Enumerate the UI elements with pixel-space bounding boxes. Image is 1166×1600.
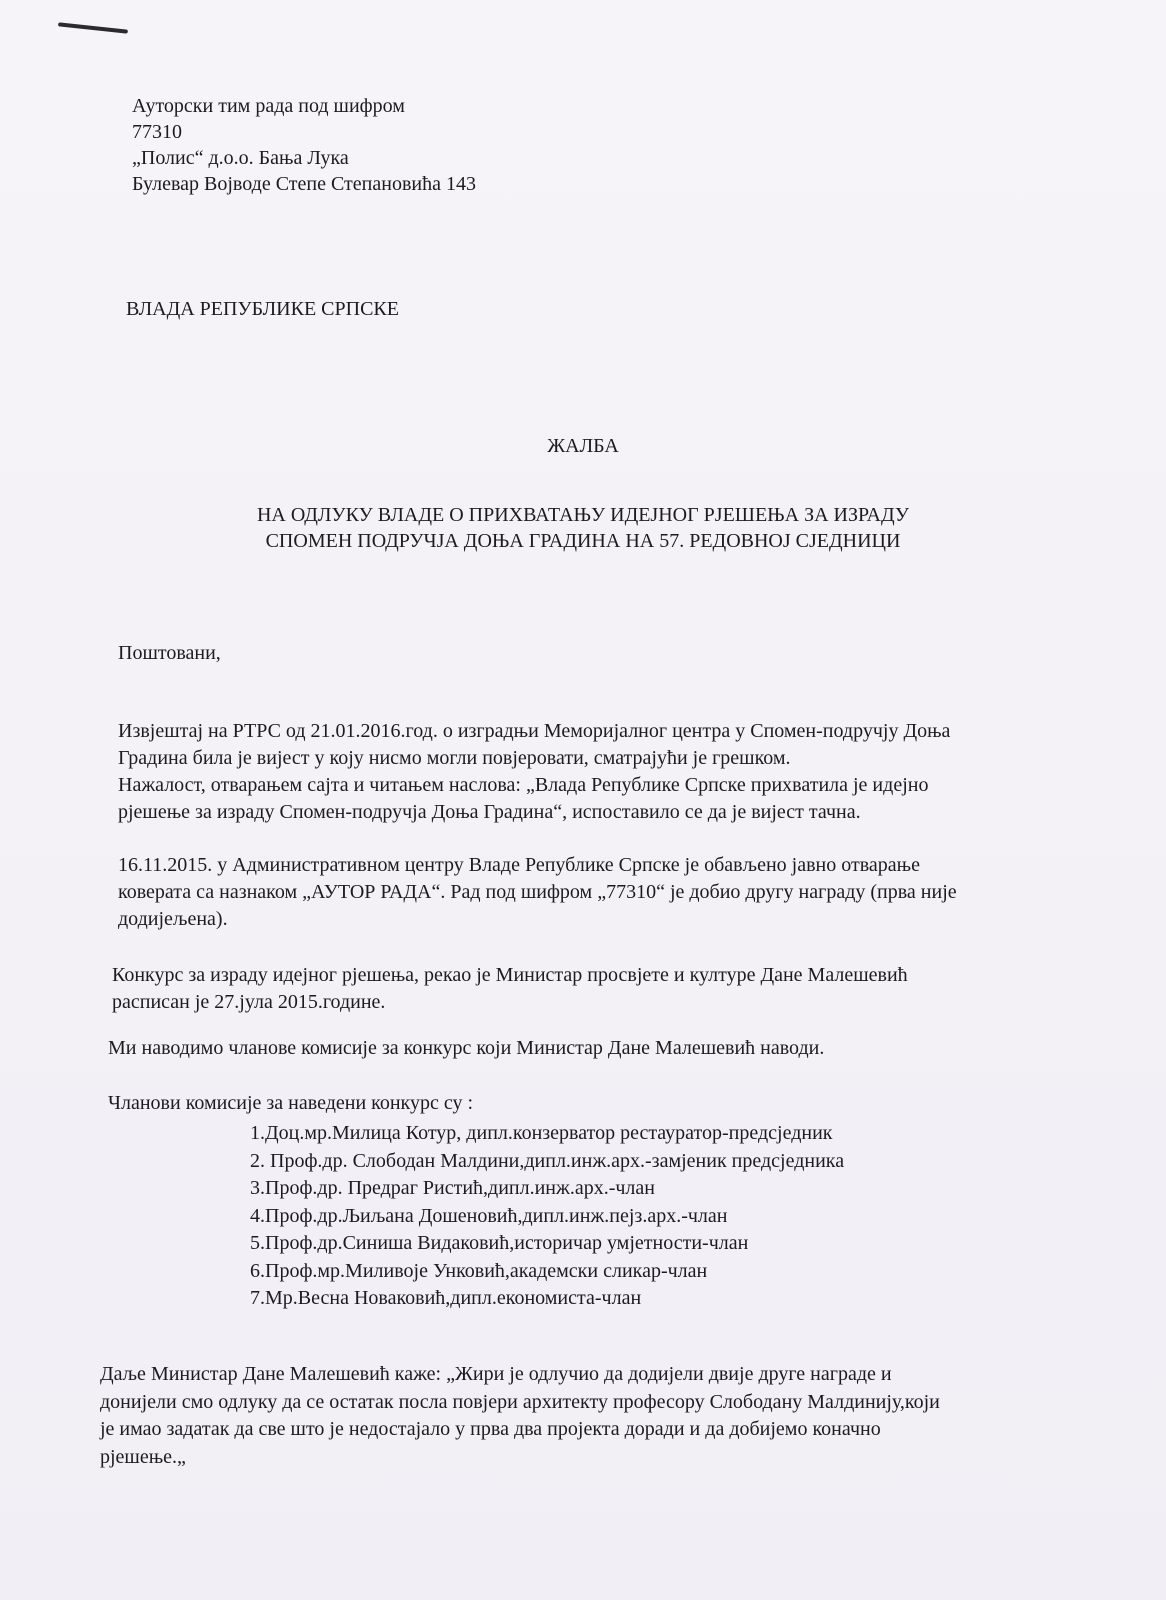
scan-mark [58, 22, 128, 33]
paragraph-competition [112, 962, 908, 1016]
list-item: 7.Мр.Весна Новаковић,дипл.економиста-члан [250, 1287, 642, 1309]
sender-line: Ауторски тим рада под шифром [132, 95, 405, 117]
list-item: 1.Доц.мр.Милица Котур, дипл.конзерватор рестауратор-предсједник [250, 1122, 833, 1144]
document-heading: ЖАЛБА [547, 435, 619, 457]
paragraph-line: додијељена). [118, 908, 228, 930]
sender-line: Булевар Војводе Степе Степановића 143 [132, 173, 476, 195]
paragraph-line: је имао задатак да све што је недостајало у прва два пројекта доради и да добијемо коначно [100, 1418, 881, 1440]
subheading-line: НА ОДЛУКУ ВЛАДЕ О ПРИХВАТАЊУ ИДЕЈНОГ РЈЕШЕЊА ЗА ИЗРАДУ [256, 504, 910, 526]
list-item: 5.Проф.др.Синиша Видаковић,историчар умјетности-члан [250, 1232, 749, 1254]
paragraph-line: Градина била је вијест у коју нисмо могли повјеровати, сматрајући је грешком. [118, 747, 791, 769]
list-item: 2. Проф.др. Слободан Малдини,дипл.инж.арх.-замјеник предсједника [250, 1149, 845, 1172]
paragraph-line: расписан је 27.јула 2015.године. [112, 991, 386, 1013]
paragraph-line: рјешење.„ [100, 1445, 186, 1468]
paragraph-line: Даље Министар Дане Малешевић каже: „Жири је одлучио да додијели двије друге награде и [100, 1363, 892, 1385]
paragraph-line: коверата са назнаком „АУТОР РАДА“. Рад под шифром „77310“ је добио другу награду (прва није [118, 881, 957, 903]
commission-members-list [250, 1120, 844, 1313]
paragraph-opening [118, 852, 957, 933]
paragraph-minister-quote [100, 1361, 940, 1471]
paragraph-line: Конкурс за израду идејног рјешења, рекао је Министар просвјете и културе Дане Малешевић [112, 964, 908, 986]
sender-line: 77310 [132, 121, 182, 143]
list-item: 6.Проф.мр.Миливоје Унковић,академски сликар-члан [250, 1259, 708, 1282]
paragraph-line: донијели смо одлуку да се остатак посла повјери архитекту професору Слободану Малдинију,који [100, 1390, 940, 1413]
paragraph-line: Извјештај на РТРС од 21.01.2016.год. о изградњи Меморијалног центра у Спомен-подручју Доња [118, 720, 951, 742]
list-item: 4.Проф.др.Љиљана Дошеновић,дипл.инж.пејз.арх.-члан [250, 1204, 728, 1227]
paragraph-commission-intro: Ми наводимо чланове комисије за конкурс који Министар Дане Малешевић наводи. [108, 1037, 825, 1059]
addressee: ВЛАДА РЕПУБЛИКЕ СРПСКЕ [126, 298, 399, 320]
sender-block [132, 93, 476, 197]
list-item: 3.Проф.др. Предраг Ристић,дипл.инж.арх.-члан [250, 1177, 655, 1199]
subheading-line: СПОМЕН ПОДРУЧЈА ДОЊА ГРАДИНА НА 57. РЕДОВНОЈ СЈЕДНИЦИ [265, 530, 901, 552]
document-subheading [0, 502, 1166, 554]
paragraph-line: рјешење за израду Спомен-подручја Доња Градина“, испоставило се да је вијест тачна. [118, 801, 861, 823]
sender-line: „Полис“ д.о.о. Бања Лука [132, 147, 349, 169]
paragraph-line: 16.11.2015. у Административном центру Владе Републике Српске је обављено јавно отварање [118, 854, 921, 876]
paragraph-members-heading: Чланови комисије за наведени конкурс су : [108, 1092, 474, 1114]
paragraph-report [118, 718, 950, 826]
salutation: Поштовани, [118, 642, 221, 664]
paragraph-line: Нажалост, отварањем сајта и читањем наслова: „Влада Републике Српске прихватила је идејно [118, 774, 929, 796]
